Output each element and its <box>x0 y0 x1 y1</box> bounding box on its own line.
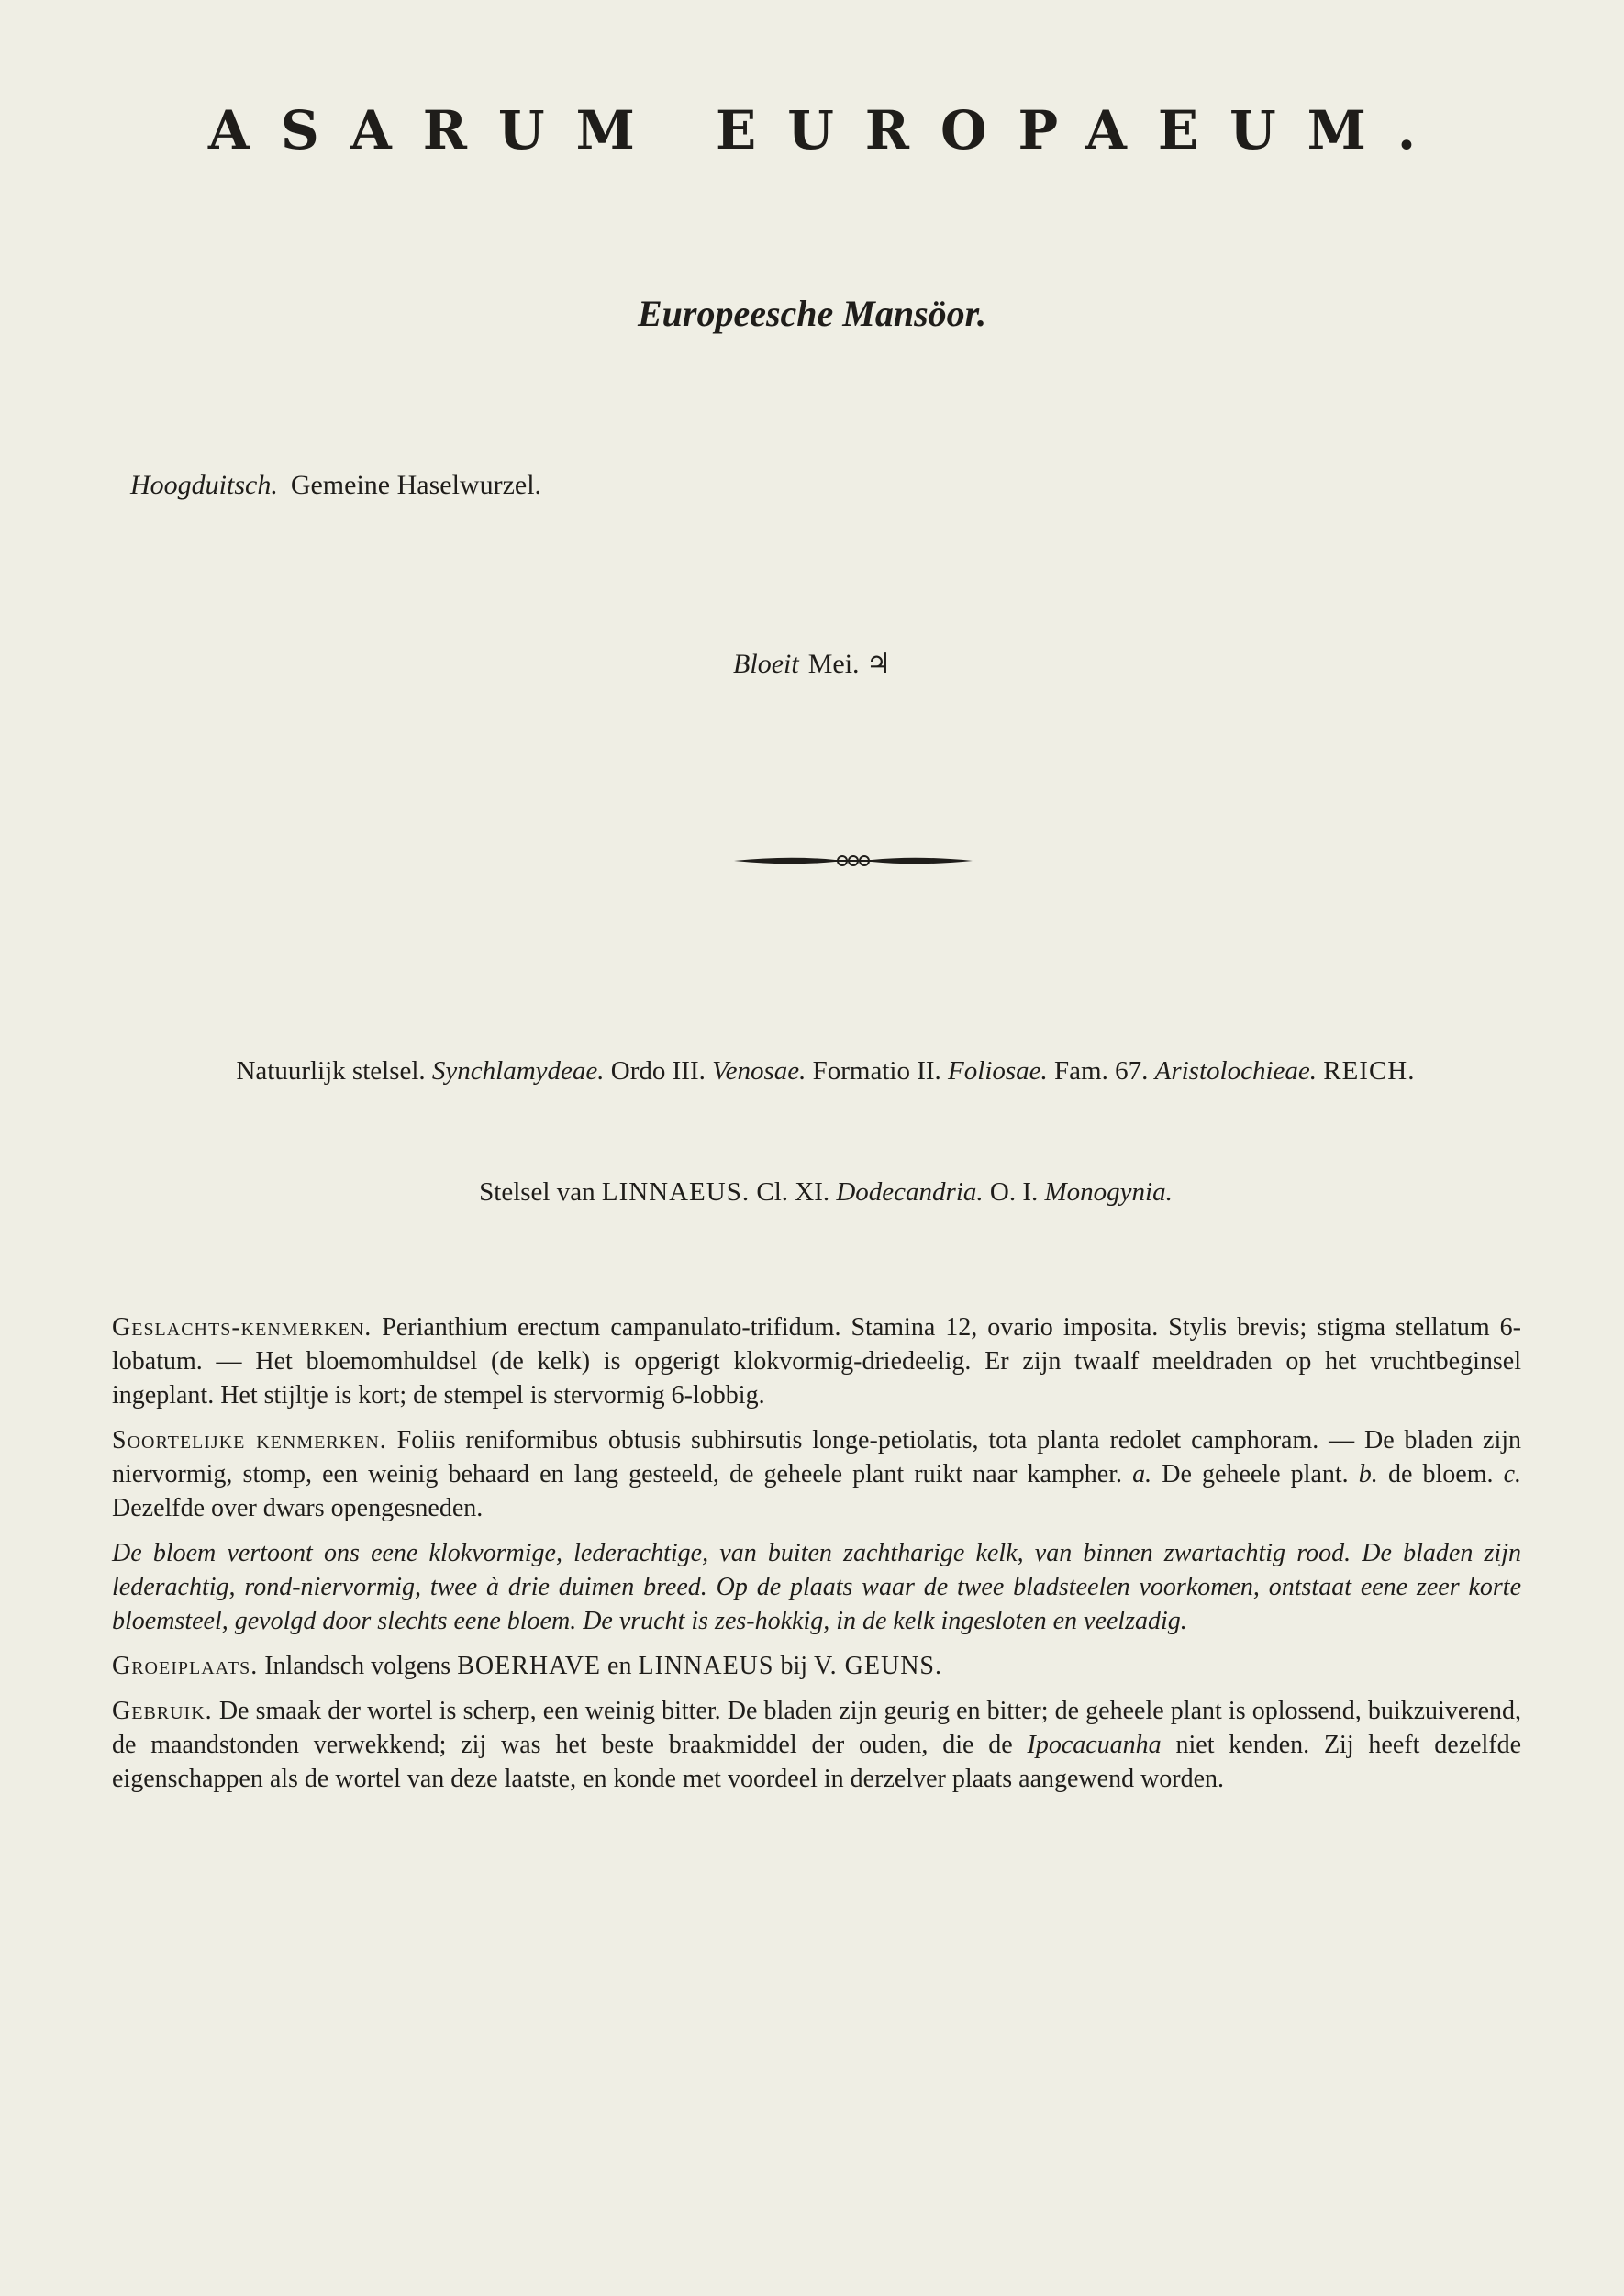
natural-system-ordo-name: Venosae. <box>712 1056 806 1086</box>
habitat-name-boerhave: BOERHAVE <box>457 1652 602 1680</box>
habitat-text-1: Inlandsch volgens <box>264 1652 451 1680</box>
bloom-line <box>0 648 1624 680</box>
habitat-heading: Groeiplaats. <box>112 1652 259 1680</box>
use-ipecacuanha: Ipocacuanha <box>1027 1731 1162 1759</box>
description-paragraph: De bloem vertoont ons eene klokvormige, lederachtige, van buiten zachtharige kelk, van binnen zwartachtig rood. De bladen zijn lederachtig, rond-niervormig, twee à drie duimen breed. Op de plaats waar de twee bladsteelen voorkomen, ontstaat eene zeer korte bloemsteel, gevolgd door slechts eene bloem. De vrucht is zes-hokkig, in de kelk ingesloten en veelzadig. <box>112 1539 1521 1635</box>
natural-system-author: REICH. <box>1323 1056 1416 1086</box>
use-heading: Gebruik. <box>112 1697 213 1725</box>
natural-system-fam: Fam. 67. <box>1054 1056 1149 1086</box>
species-text: Foliis reniformibus obtusis subhirsutis longe-petiolatis, tota planta redolet camphoram. — De bladen zijn niervormig, stomp, een weinig behaard en lang gesteeld, de geheele plant ruikt naar kampher. <box>112 1426 1522 1488</box>
use-paragraph <box>112 1694 1521 1796</box>
linnaeus-class: Cl. XI. <box>756 1177 830 1207</box>
genus-heading: Geslachts-kenmerken. <box>112 1313 373 1342</box>
natural-system-class: Synchlamydeae. <box>431 1056 605 1086</box>
page-subtitle: Europeesche Mansöor. <box>637 293 987 334</box>
natural-system-fam-name: Aristolochieae. <box>1154 1056 1317 1086</box>
natural-system <box>138 1053 1514 1088</box>
genus-paragraph <box>112 1310 1521 1412</box>
figure-text-c: Dezelfde over dwars opengesneden. <box>112 1494 484 1522</box>
figure-text-a: De geheele plant. <box>1162 1460 1349 1488</box>
natural-system-ordo: Ordo III. <box>610 1056 706 1086</box>
linnaeus-class-name: Dodecandria. <box>836 1177 984 1207</box>
linnaeus-order: O. I. <box>989 1177 1039 1207</box>
linnaeus-name: LINNAEUS. <box>601 1177 751 1207</box>
figure-key-a: a. <box>1132 1460 1152 1488</box>
common-name <box>130 470 541 501</box>
habitat-paragraph <box>112 1649 1521 1683</box>
common-name-value: Gemeine Haselwurzel. <box>290 470 542 500</box>
species-heading: Soortelijke kenmerken. <box>112 1426 387 1455</box>
habitat-text-3: bij <box>780 1652 808 1680</box>
habitat-name-linnaeus: LINNAEUS <box>638 1652 774 1680</box>
habitat-name-geuns: V. GEUNS. <box>814 1652 942 1680</box>
bloom-month: Mei. <box>807 649 860 679</box>
figure-text-b: de bloem. <box>1387 1460 1494 1488</box>
jupiter-symbol: ♃ <box>866 649 891 679</box>
linnaeus-system-lead: Stelsel van <box>479 1177 595 1207</box>
ornament-divider-icon <box>734 850 973 872</box>
linnaeus-system <box>138 1175 1514 1209</box>
habitat-text-2: en <box>607 1652 632 1680</box>
bloom-label: Bloeit <box>733 649 799 679</box>
natural-system-formatio: Formatio II. <box>812 1056 941 1086</box>
use-text-1: De smaak der wortel is scherp, een weinig bitter. De bladen zijn geurig en bitter; de geheele plant is oplossend, buikzuiverend, de maandstonden verwekkend; zij was het beste braakmiddel der ouden, die de <box>112 1697 1522 1759</box>
common-name-label: Hoogduitsch. <box>130 470 278 500</box>
natural-system-lead: Natuurlijk stelsel. <box>236 1056 426 1086</box>
figure-key-c: c. <box>1503 1460 1522 1488</box>
linnaeus-order-name: Monogynia. <box>1044 1177 1173 1207</box>
species-paragraph <box>112 1423 1521 1525</box>
description-body <box>112 1310 1521 1807</box>
natural-system-formatio-name: Foliosae. <box>948 1056 1048 1086</box>
figure-key-b: b. <box>1358 1460 1378 1488</box>
page-title: ASARUM EUROPAEUM. <box>207 99 1448 162</box>
genus-text: Perianthium erectum campanulato-trifidum. Stamina 12, ovario imposita. Stylis brevis; stigma stellatum 6-lobatum. — Het bloemomhuldsel (de kelk) is opgerigt klokvormig-driedeelig. Er zijn twaalf meeldraden op het vruchtbeginsel ingeplant. Het stijltje is kort; de stempel is stervormig 6-lobbig. <box>112 1313 1522 1410</box>
use-text-2: niet kenden. Zij heeft dezelfde eigenschappen als de wortel van deze laatste, en konde met voordeel in derzelver plaats aangewend worden. <box>112 1731 1522 1793</box>
